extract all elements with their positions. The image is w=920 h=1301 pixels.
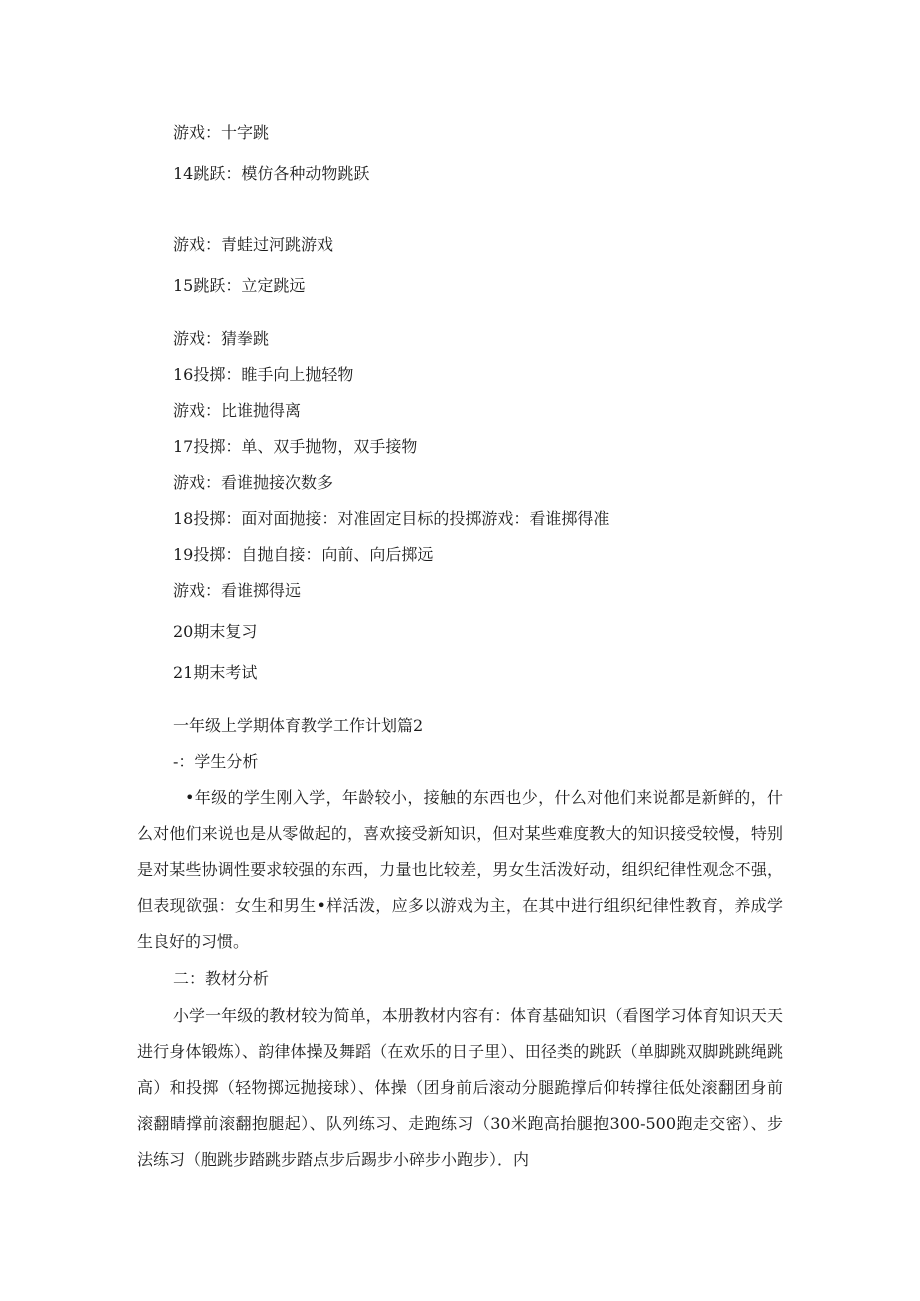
schedule-line: 游戏：看谁掷得远 <box>173 581 302 600</box>
heading-material-analysis: 二：教材分析 <box>173 969 270 988</box>
schedule-line: 游戏：比谁抛得离 <box>173 401 302 420</box>
schedule-line: 15跳跃：立定跳远 <box>173 276 306 295</box>
schedule-line: 16投掷：睢手向上抛轻物 <box>173 365 354 384</box>
schedule-line: 游戏：青蛙过河跳游戏 <box>173 235 334 254</box>
schedule-line: 21期末考试 <box>173 663 258 682</box>
paragraph-material-analysis: 小学一年级的教材较为简单，本册教材内容有：体育基础知识（看图学习体育知识天天进行身体锻炼）、韵律体操及舞蹈（在欢乐的日子里）、田径类的跳跃（单脚跳双脚跳跳绳跳高）和投掷（轻物掷远抛接球）、体操（团身前后滚动分腿跪撑后仰转撑往低处滚翻团身前滚翻睛撑前滚翻抱腿起）、队列练习、走跑练习（30米跑高抬腿抱300-500跑走交密）、步法练习（胞跳步踏跳步踏点步后踢步小碎步小跑步）．内 <box>137 1006 783 1169</box>
schedule-line: 游戏：猜拳跳 <box>173 329 270 348</box>
schedule-line: 游戏：看谁抛接次数多 <box>173 473 334 492</box>
schedule-line: 14跳跃：模仿各种动物跳跃 <box>173 164 370 183</box>
schedule-line: 游戏：十字跳 <box>173 123 270 142</box>
heading-student-analysis: -：学生分析 <box>173 752 259 771</box>
section-title: 一年级上学期体育教学工作计划篇2 <box>173 716 424 735</box>
paragraph-student-analysis: •年级的学生刚入学，年龄较小，接触的东西也少，什么对他们来说都是新鲜的，什么对他们来说也是从零做起的，喜欢接受新知识，但对某些难度教大的知识接受较慢，特别是对某些协调性要求较强的东西，力量也比较差，男女生活泼好动，组织纪律性观念不强，但表现欲强：女生和男生•样活泼，应多以游戏为主，在其中进行组织纪律性教育，养成学生良好的习惯。 <box>137 788 783 951</box>
schedule-line: 18投掷：面对面抛接：对准固定目标的投掷游戏：看谁掷得准 <box>173 509 610 528</box>
schedule-line: 20期末复习 <box>173 622 258 641</box>
schedule-line: 19投掷：自抛自接：向前、向后掷远 <box>173 545 434 564</box>
schedule-line: 17投掷：单、双手抛物，双手接物 <box>173 437 418 456</box>
